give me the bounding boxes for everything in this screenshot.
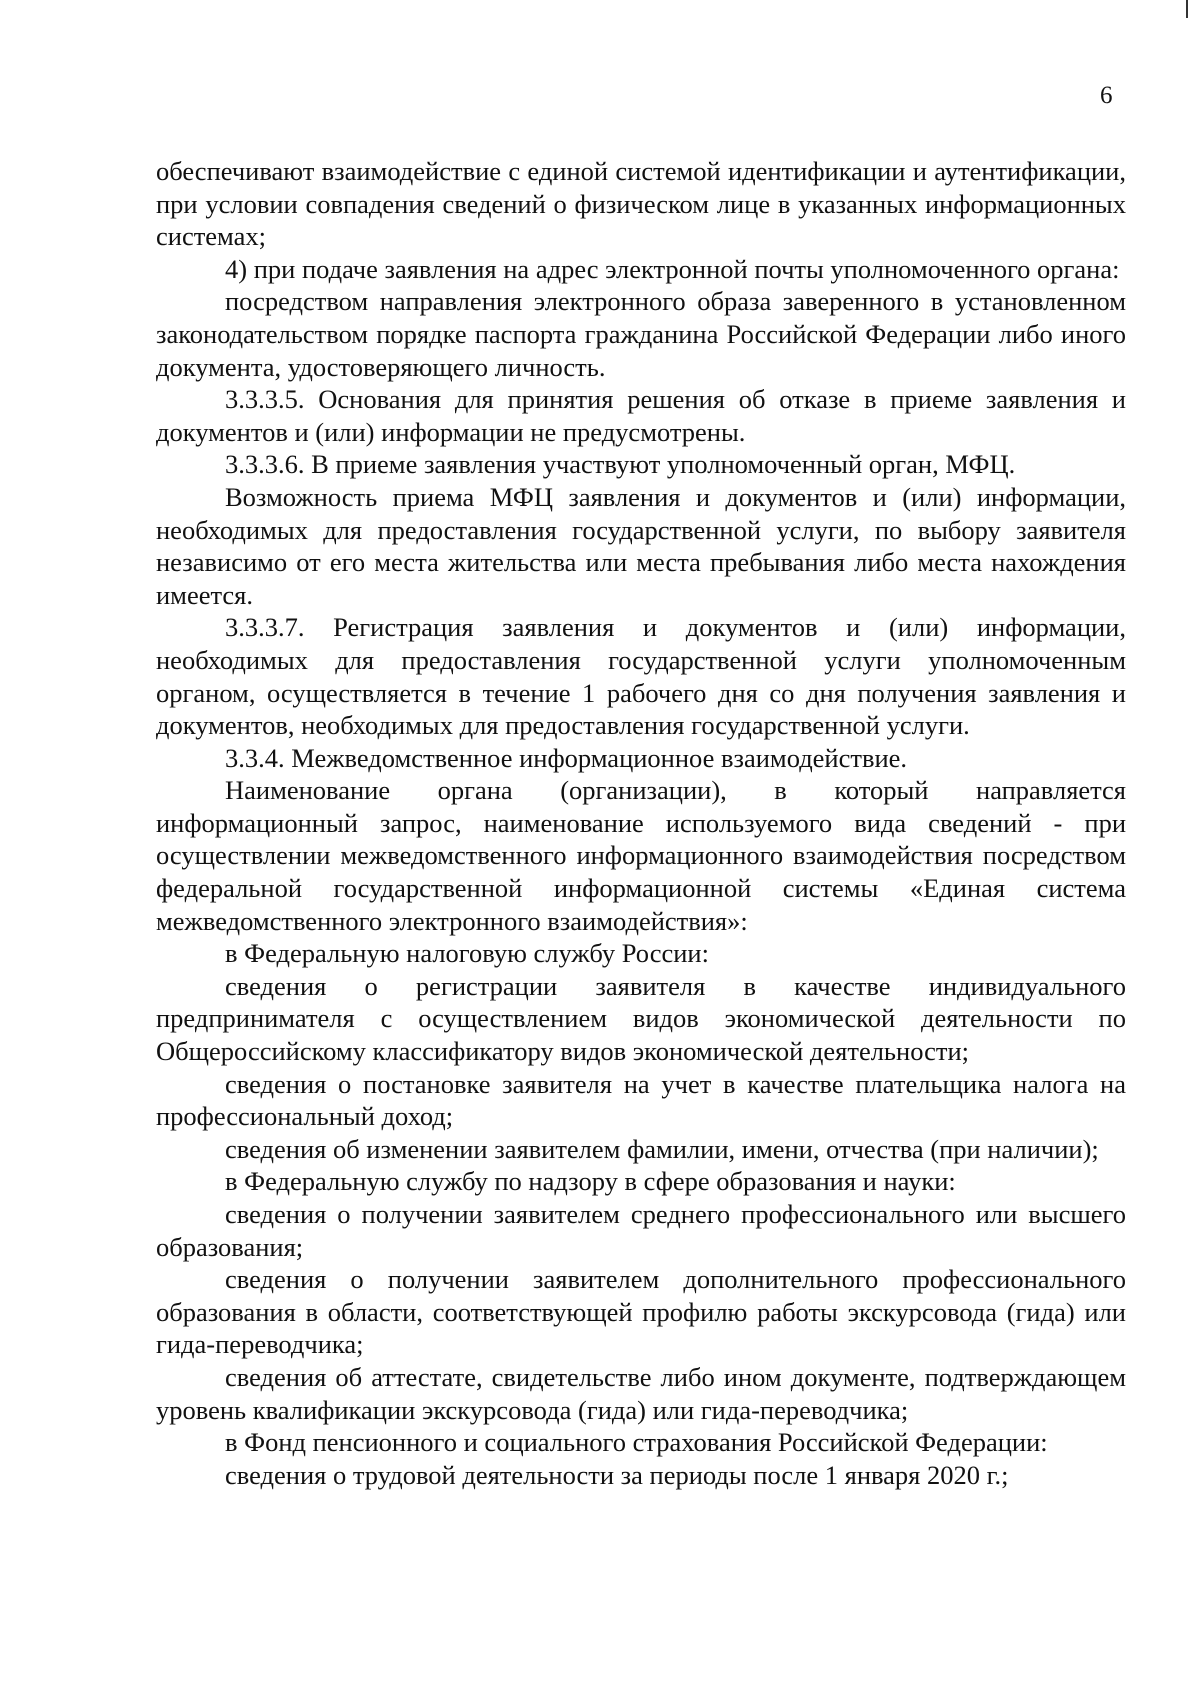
paragraph: сведения о регистрации заявителя в качестве индивидуального предпринимателя с осуществлением видов экономической деятельности по Общероссийскому классификатору видов экономической деятельности; [156, 970, 1126, 1067]
paragraph: 3.3.3.5. Основания для принятия решения об отказе в приеме заявления и документов и (или) информации не предусмотрены. [156, 384, 1126, 447]
paragraph: 3.3.3.6. В приеме заявления участвуют уполномоченный орган, МФЦ. [225, 449, 1016, 480]
paragraph: посредством направления электронного образа заверенного в установленном законодательством порядке паспорта гражданина Российской Федерации либо иного документа, удостоверяющего личность. [156, 286, 1126, 382]
paragraph: Возможность приема МФЦ заявления и документов и (или) информации, необходимых для предоставления государственной услуги, по выбору заявителя независимо от его места жительства или места пребывания либо места нахождения имеется. [156, 481, 1126, 610]
paragraph: в Фонд пенсионного и социального страхования Российской Федерации: [225, 1427, 1048, 1458]
paragraph: Наименование органа (организации), в который направляется информационный запрос, наименование используемого вида сведений - при осуществлении межведомственного информационного взаимодействия посредством федеральной государственной информационной системы «Единая система межведомственного электронного взаимодействия»: [156, 775, 1126, 936]
paragraph: в Федеральную службу по надзору в сфере образования и науки: [225, 1166, 956, 1197]
paragraph: сведения о трудовой деятельности за периоды после 1 января 2020 г.; [225, 1459, 1009, 1490]
paragraph: сведения о получении заявителем дополнительного профессионального образования в области, соответствующей профилю работы экскурсовода (гида) или гида-переводчика; [156, 1264, 1126, 1360]
paragraph: обеспечивают взаимодействие с единой системой идентификации и аутентификации, при условии совпадения сведений о физическом лице в указанных информационных системах; [156, 156, 1126, 252]
page-number: 6 [1100, 82, 1113, 109]
paragraph: 3.3.4. Межведомственное информационное взаимодействие. [225, 742, 908, 773]
paragraph: 3.3.3.7. Регистрация заявления и документов и (или) информации, необходимых для предоставления государственной услуги уполномоченным органом, осуществляется в течение 1 рабочего дня со дня получения заявления и документов, необходимых для предоставления государственной услуги. [156, 612, 1126, 741]
paragraph: 4) при подаче заявления на адрес электронной почты уполномоченного органа: [225, 253, 1120, 284]
scan-edge-mark [1186, 0, 1188, 18]
paragraph: в Федеральную налоговую службу России: [225, 938, 709, 969]
paragraph: сведения о получении заявителем среднего профессионального или высшего образования; [156, 1199, 1126, 1262]
paragraph: сведения об аттестате, свидетельстве либо ином документе, подтверждающем уровень квалификации экскурсовода (гида) или гида-переводчика; [156, 1361, 1126, 1425]
paragraph: сведения о постановке заявителя на учет в качестве плательщика налога на профессиональный доход; [156, 1068, 1126, 1132]
paragraph: сведения об изменении заявителем фамилии, имени, отчества (при наличии); [225, 1133, 1099, 1164]
document-body [156, 155, 1126, 1491]
